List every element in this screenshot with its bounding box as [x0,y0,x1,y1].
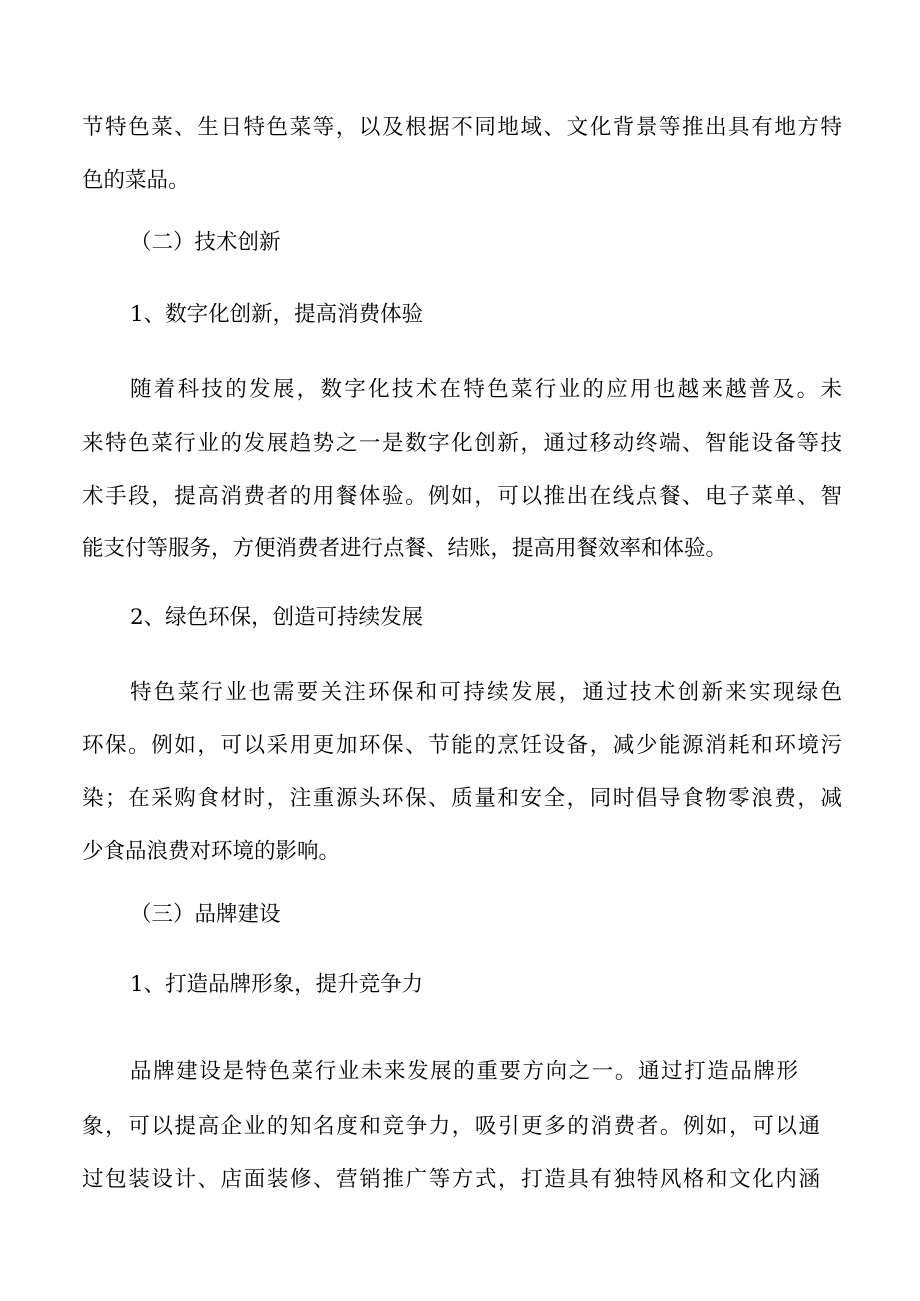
paragraph-line: 象，可以提高企业的知名度和竞争力，吸引更多的消费者。例如，可以通 [82,1114,820,1139]
subsection-heading: 1、数字化创新，提高消费体验 [130,302,424,327]
paragraph-line: 特色菜行业也需要关注环保和可持续发展，通过技术创新来实现绿色 [130,680,842,705]
paragraph-line: 随着科技的发展，数字化技术在特色菜行业的应用也越来越普及。未 [130,377,842,402]
paragraph-line: 少食品浪费对环境的影响。 [82,839,341,864]
paragraph-line: 环保。例如，可以采用更加环保、节能的烹饪设备，减少能源消耗和环境污 [82,733,842,758]
paragraph-line: 过包装设计、店面装修、营销推广等方式，打造具有独特风格和文化内涵 [82,1167,820,1192]
paragraph-line: 术手段，提高消费者的用餐体验。例如，可以推出在线点餐、电子菜单、智 [82,484,842,509]
paragraph-line: 色的菜品。 [82,168,190,193]
paragraph-line: 节特色菜、生日特色菜等，以及根据不同地域、文化背景等推出具有地方特 [82,115,842,140]
section-heading: （三）品牌建设 [130,902,281,927]
subsection-heading: 2、绿色环保，创造可持续发展 [130,605,424,630]
paragraph-line: 能支付等服务，方便消费者进行点餐、结账，提高用餐效率和体验。 [82,536,728,561]
paragraph-line: 来特色菜行业的发展趋势之一是数字化创新，通过移动终端、智能设备等技 [82,431,842,456]
section-heading: （二）技术创新 [130,230,281,255]
paragraph-line: 染；在采购食材时，注重源头环保、质量和安全，同时倡导食物零浪费，减 [82,786,842,811]
paragraph-line: 品牌建设是特色菜行业未来发展的重要方向之一。通过打造品牌形 [130,1059,798,1084]
subsection-heading: 1、打造品牌形象，提升竞争力 [130,972,424,997]
